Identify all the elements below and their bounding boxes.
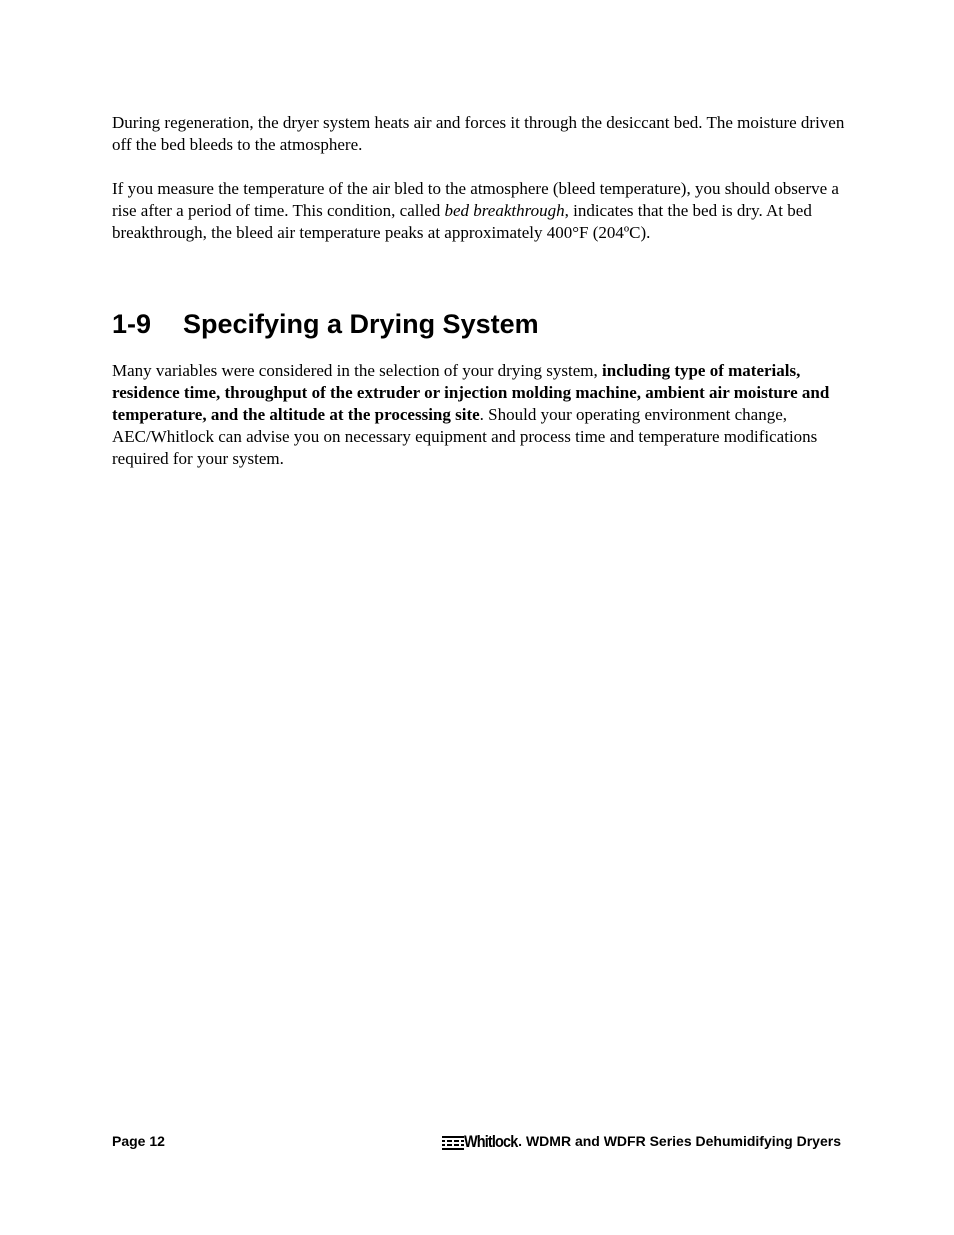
paragraph-regeneration bbox=[112, 112, 847, 156]
paragraph-variables-text-after: . Should your operating environment change, AEC/Whitlock can advise you on necessary equipment and process time and temperature modifications required for your system. bbox=[112, 405, 818, 468]
paragraph-variables-text-before: Many variables were considered in the selection of your drying system, bbox=[112, 361, 603, 380]
paragraph-regeneration-text: During regeneration, the dryer system heats air and forces it through the desiccant bed. The moisture driven off the bed bleeds to the atmosphere. bbox=[112, 113, 845, 154]
footer-page-number: Page 12 bbox=[112, 1133, 165, 1149]
paragraph-bleed-temperature bbox=[112, 178, 847, 244]
footer-product-title bbox=[442, 1131, 841, 1151]
section-title: Specifying a Drying System bbox=[183, 309, 539, 339]
aec-logo-icon bbox=[442, 1135, 464, 1151]
aec-whitlock-logo bbox=[442, 1133, 517, 1151]
paragraph-bleed-text-after: , indicates that the bed is dry. At bed breakthrough, the bleed air temperature peaks at approximately 400°F (204ºC). bbox=[112, 201, 812, 242]
section-number: 1-9 bbox=[112, 309, 152, 339]
paragraph-bleed-text-before: If you measure the temperature of the air bled to the atmosphere (bleed temperature), you should observe a rise after a period of time. This condition, called bbox=[112, 179, 839, 220]
section-heading bbox=[112, 305, 539, 343]
logo-wordmark: Whitlock bbox=[464, 1132, 518, 1151]
paragraph-variables-bold-list: including type of materials, residence time, throughput of the extruder or injection molding machine, ambient air moisture and temperature, and the altitude at the processing site bbox=[112, 361, 830, 424]
paragraph-specifying-variables bbox=[112, 360, 847, 470]
logo-dot: . bbox=[518, 1133, 523, 1149]
bed-breakthrough-term: bed breakthrough bbox=[444, 201, 565, 220]
footer-product-line: WDMR and WDFR Series Dehumidifying Dryers bbox=[522, 1133, 841, 1149]
